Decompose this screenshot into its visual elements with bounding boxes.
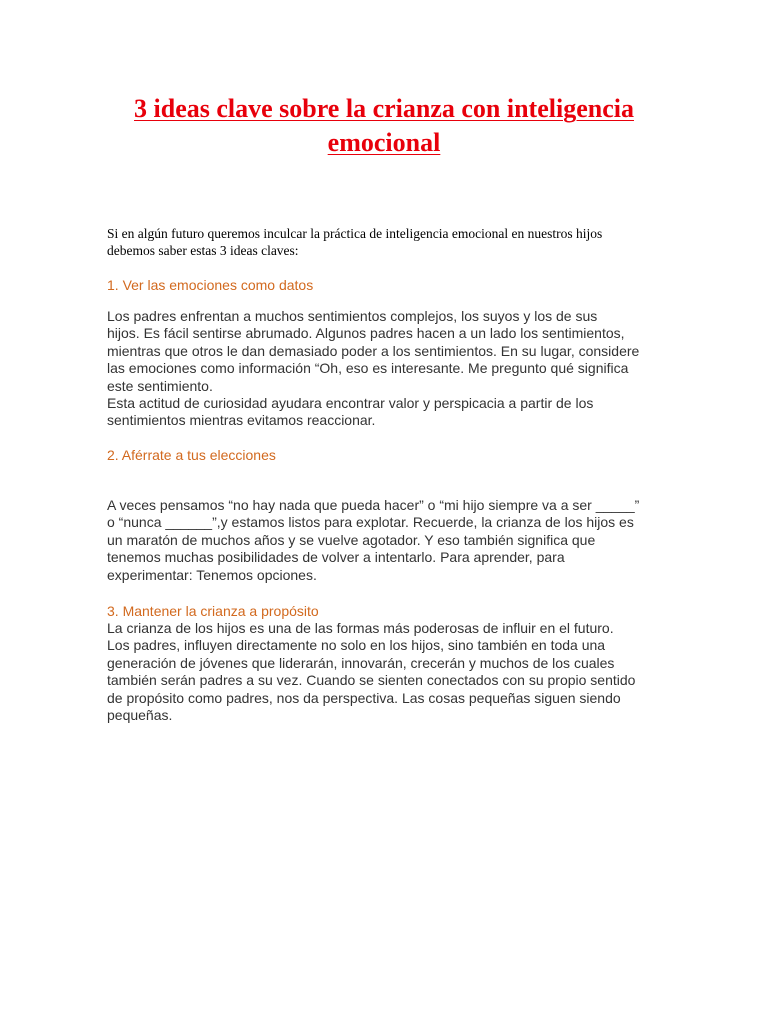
body-line: también serán padres a su vez. Cuando se sienten conectados con su propio sentido [107, 672, 636, 689]
intro-paragraph [107, 225, 647, 259]
body-line: La crianza de los hijos es una de las formas más poderosas de influir en el futuro. [107, 620, 614, 636]
body-line: pequeñas. [107, 707, 173, 724]
body-line: de propósito como padres, nos da perspectiva. Las cosas pequeñas siguen siendo [107, 689, 621, 706]
section-heading-3: 3. Mantener la crianza a propósito [107, 603, 319, 619]
intro-line: debemos saber estas 3 ideas claves: [107, 243, 299, 258]
body-line: Esta actitud de curiosidad ayudara encontrar valor y perspicacia a partir de los [107, 395, 594, 412]
body-line: Los padres, influyen directamente no solo en los hijos, sino también en toda una [107, 637, 606, 654]
body-line: tenemos muchas posibilidades de volver a intentarlo. Para aprender, para [107, 549, 565, 566]
body-line: A veces pensamos “no hay nada que pueda hacer” o “mi hijo siempre va a ser _____” [107, 497, 640, 513]
body-line: las emociones como información “Oh, eso es interesante. Me pregunto qué significa [107, 360, 629, 377]
page-title: 3 ideas clave sobre la crianza con inteligencia emocional [134, 94, 634, 157]
section-body-3 [107, 620, 667, 724]
body-line: Los padres enfrentan a muchos sentimientos complejos, los suyos y los de sus [107, 308, 598, 324]
body-line: un maratón de muchos años y se vuelve agotador. Y eso también significa que [107, 531, 596, 548]
intro-line: Si en algún futuro queremos inculcar la práctica de inteligencia emocional en nuestros hijos [107, 226, 603, 241]
body-line: mientras que otros le dan demasiado poder a los sentimientos. En su lugar, considere [107, 342, 640, 359]
section-body-2 [107, 497, 667, 584]
body-line: hijos. Es fácil sentirse abrumado. Algunos padres hacen a un lado los sentimientos, [107, 325, 625, 342]
body-line: generación de jóvenes que liderarán, innovarán, crecerán y muchos de los cuales [107, 654, 615, 671]
body-line: sentimientos mientras evitamos reaccionar. [107, 412, 376, 429]
section-heading-1: 1. Ver las emociones como datos [107, 277, 314, 293]
section-body-1 [107, 308, 667, 430]
body-line: experimentar: Tenemos opciones. [107, 566, 317, 583]
section-heading-2: 2. Aférrate a tus elecciones [107, 447, 276, 463]
body-line: o “nunca ______”,y estamos listos para explotar. Recuerde, la crianza de los hijos es [107, 514, 634, 531]
body-line: este sentimiento. [107, 377, 213, 394]
